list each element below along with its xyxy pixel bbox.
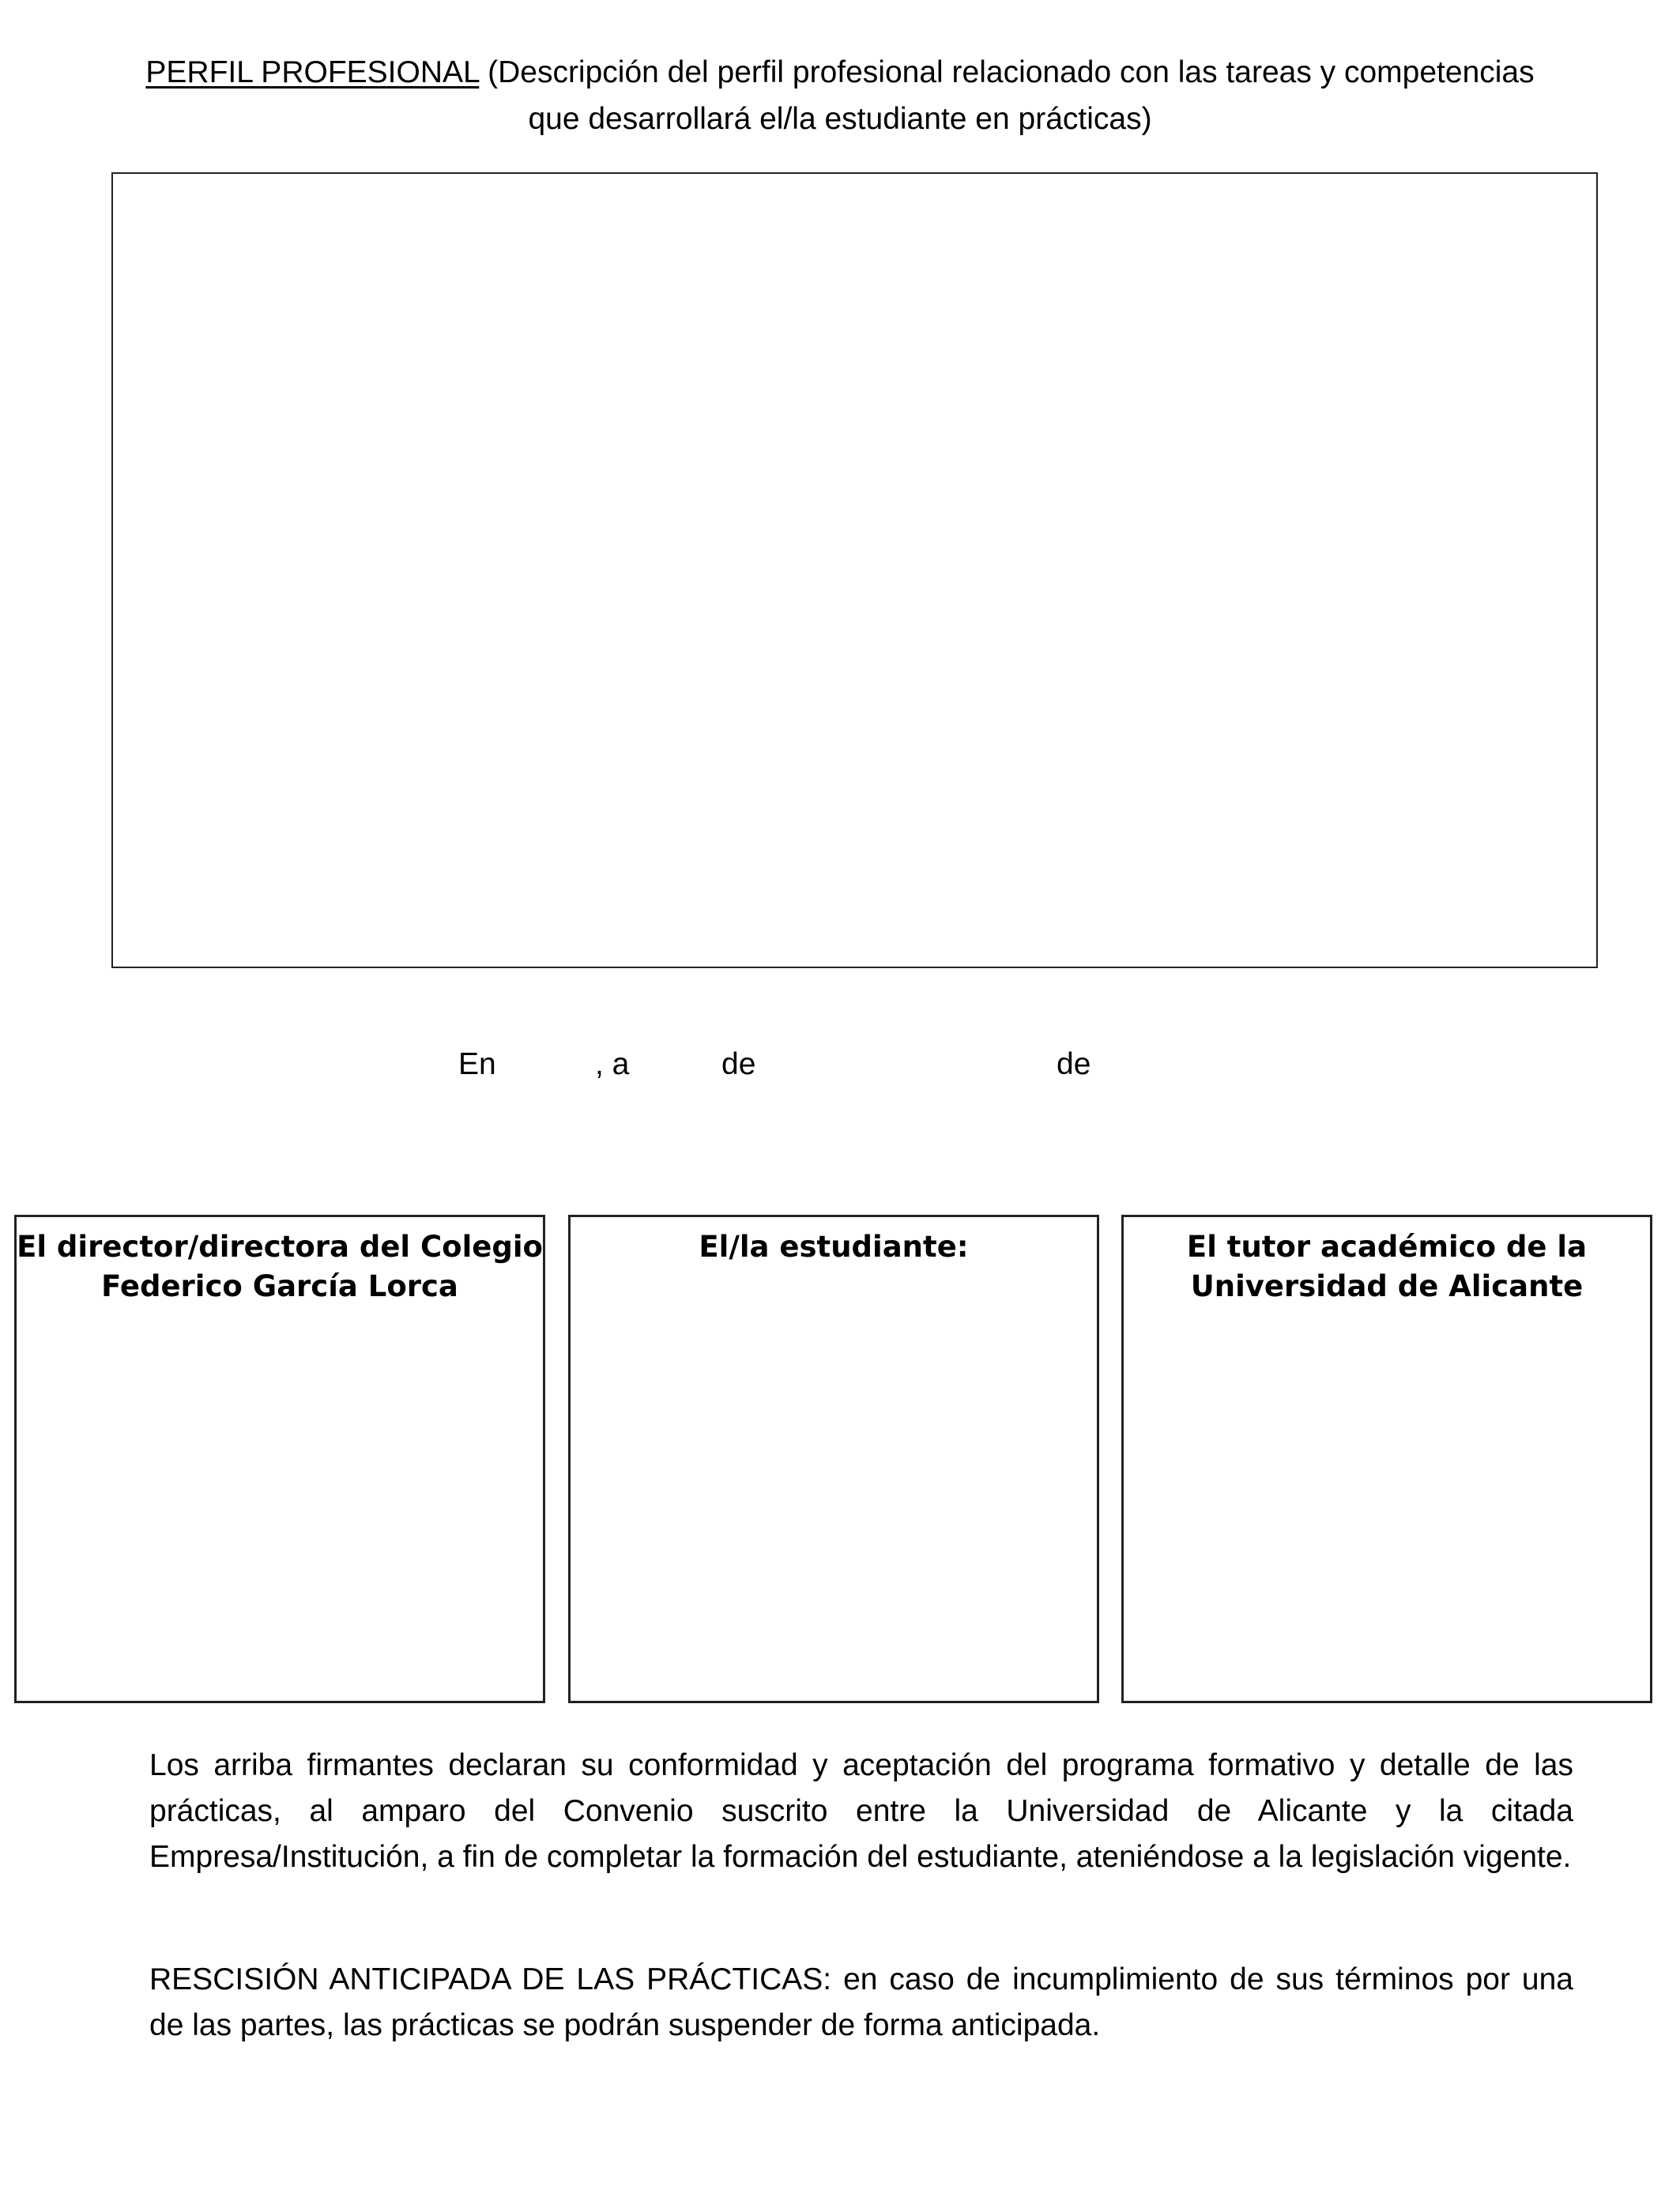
heading-line-2: que desarrollará el/la estudiante en prácticas) <box>528 102 1152 136</box>
section-heading <box>0 49 1680 142</box>
student-title: El/la estudiante: <box>699 1230 969 1264</box>
tutor-title-line-1: El tutor académico de la <box>1186 1230 1588 1264</box>
rescission-paragraph: RESCISIÓN ANTICIPADA DE LAS PRÁCTICAS: en caso de incumplimiento de sus términos por una de las partes, las prácticas se podrán suspender de forma anticipada. <box>149 1962 1573 2042</box>
date-en-label: En <box>458 1047 496 1081</box>
director-title-line-2: Federico García Lorca <box>101 1269 458 1303</box>
profile-description-box[interactable] <box>111 172 1598 968</box>
heading-description: (Descripción del perfil profesional relacionado con las tareas y competencias <box>479 55 1535 89</box>
date-de-label-2: de <box>1057 1047 1091 1081</box>
signature-box-director[interactable] <box>14 1215 545 1703</box>
date-a-label: , a <box>595 1047 630 1081</box>
heading-line-1 <box>0 49 1680 96</box>
director-title-line-1: El director/directora del Colegio <box>17 1230 543 1264</box>
date-de-label-1: de <box>721 1047 756 1081</box>
conformity-paragraph: Los arriba firmantes declaran su conformidad y aceptación del programa formativo y detalle de las prácticas, al amparo del Convenio suscrito entre la Universidad de Alicante y la citada Empresa/Institución, a fin de completar la formación del estudiante, ateniéndose a la legislación vigente. <box>149 1748 1573 1874</box>
signature-box-tutor[interactable] <box>1121 1215 1652 1703</box>
tutor-title-line-2: Universidad de Alicante <box>1190 1269 1584 1303</box>
heading-title: PERFIL PROFESIONAL <box>145 55 480 89</box>
signature-box-student[interactable] <box>568 1215 1099 1703</box>
